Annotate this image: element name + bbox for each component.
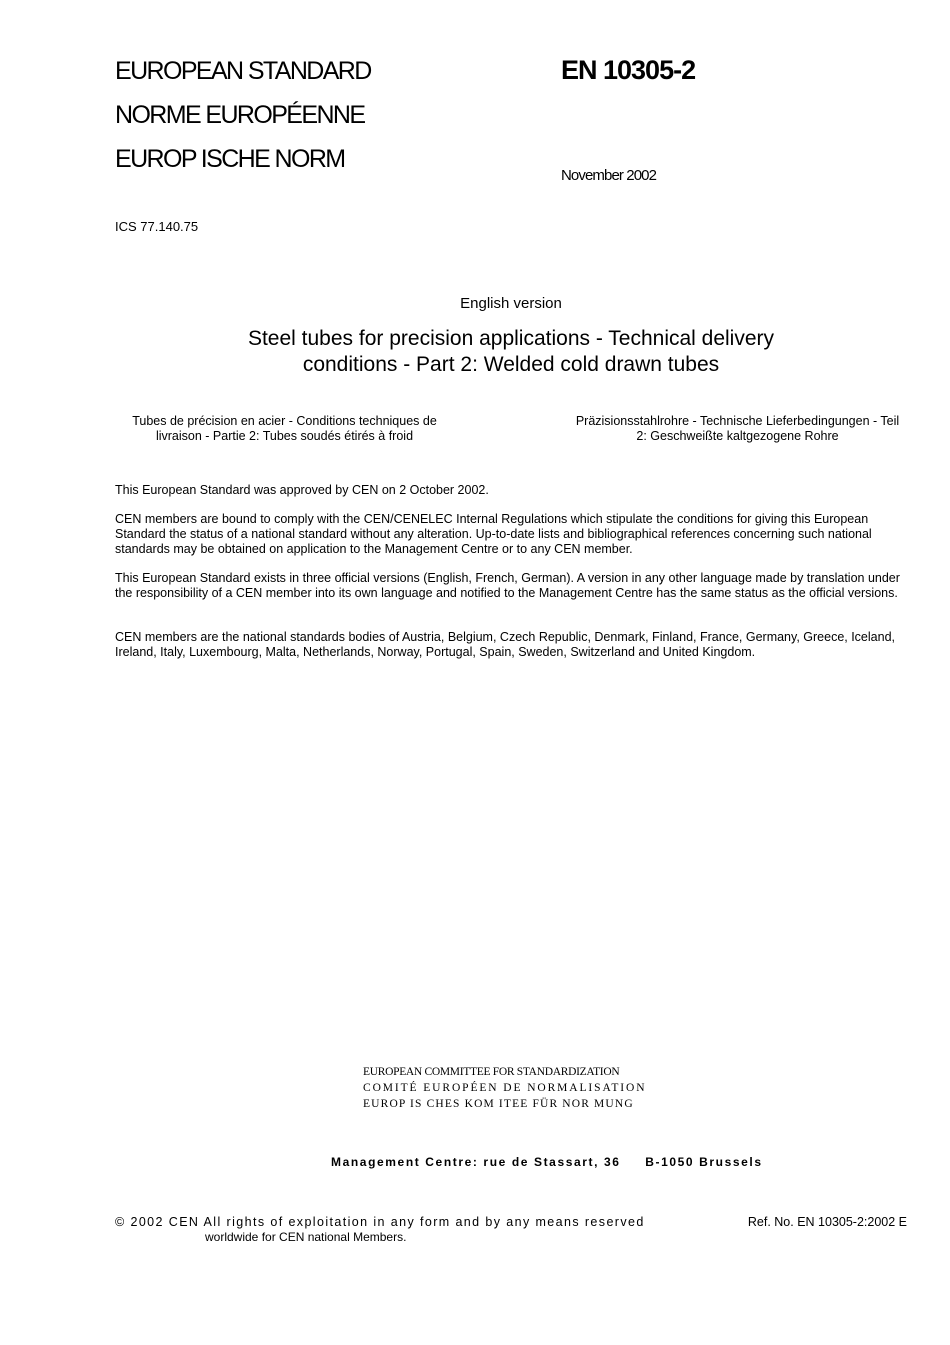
german-title xyxy=(565,414,910,444)
header-title-french: NORME EUROPÉENNE xyxy=(115,101,365,129)
language-version: English version xyxy=(460,295,562,312)
standard-number: EN 10305-2 xyxy=(561,55,696,85)
versions-paragraph: This European Standard exists in three official versions (English, French, German). A version in any other language made by translation under the responsibility of a CEN member into its own language and notified to the Management Centre has the same status as the official versions. xyxy=(115,571,900,600)
ics-code: ICS 77.140.75 xyxy=(115,219,199,234)
german-title-line-2: 2: Geschweißte kaltgezogene Rohre xyxy=(636,429,839,443)
french-title-line-2: livraison - Partie 2: Tubes soudés étirés à froid xyxy=(155,429,414,443)
french-title xyxy=(112,414,457,444)
copyright-notice-continued: worldwide for CEN national Members. xyxy=(205,1230,407,1244)
document-title-line-1: Steel tubes for precision applications - Technical delivery xyxy=(247,327,775,350)
header-title-german: EUROP ISCHE NORM xyxy=(115,145,345,173)
committee-name-english: EUROPEAN COMMITTEE FOR STANDARDIZATION xyxy=(363,1066,620,1078)
french-title-line-1: Tubes de précision en acier - Conditions techniques de xyxy=(132,414,437,428)
document-title xyxy=(115,326,907,378)
header-title-english: EUROPEAN STANDARD xyxy=(115,57,371,85)
committee-name-german: EUROP IS CHES KOM ITEE FÜR NOR MUNG xyxy=(363,1098,634,1110)
german-title-line-1: Präzisionsstahlrohre - Technische Lieferbedingungen - Teil xyxy=(575,414,900,428)
publication-date: November 2002 xyxy=(561,167,657,184)
members-paragraph: CEN members are the national standards bodies of Austria, Belgium, Czech Republic, Denmark, Finland, France, Germany, Greece, Iceland, Ireland, Italy, Luxembourg, Malta, Netherlands, Norway, Portugal, Spain, Sweden, Switzerland and United Kingdom. xyxy=(115,630,895,659)
regulations-paragraph: CEN members are bound to comply with the CEN/CENELEC Internal Regulations which stipulate the conditions for giving this European Standard the status of a national standard without any alteration. Up-to-date lists and bibliographical references concerning such national standards may be obtained on application to the Management Centre or to any CEN member. xyxy=(115,512,872,556)
approval-paragraph: This European Standard was approved by CEN on 2 October 2002. xyxy=(115,483,489,497)
committee-name-french: COMITÉ EUROPÉEN DE NORMALISATION xyxy=(363,1082,647,1094)
management-centre-address: Management Centre: rue de Stassart, 36 B-1050 Brussels xyxy=(331,1155,763,1169)
reference-number: Ref. No. EN 10305-2:2002 E xyxy=(747,1215,907,1229)
copyright-notice: © 2002 CEN All rights of exploitation in any form and by any means reserved xyxy=(115,1215,645,1229)
document-title-line-2: conditions - Part 2: Welded cold drawn tubes xyxy=(302,353,720,376)
